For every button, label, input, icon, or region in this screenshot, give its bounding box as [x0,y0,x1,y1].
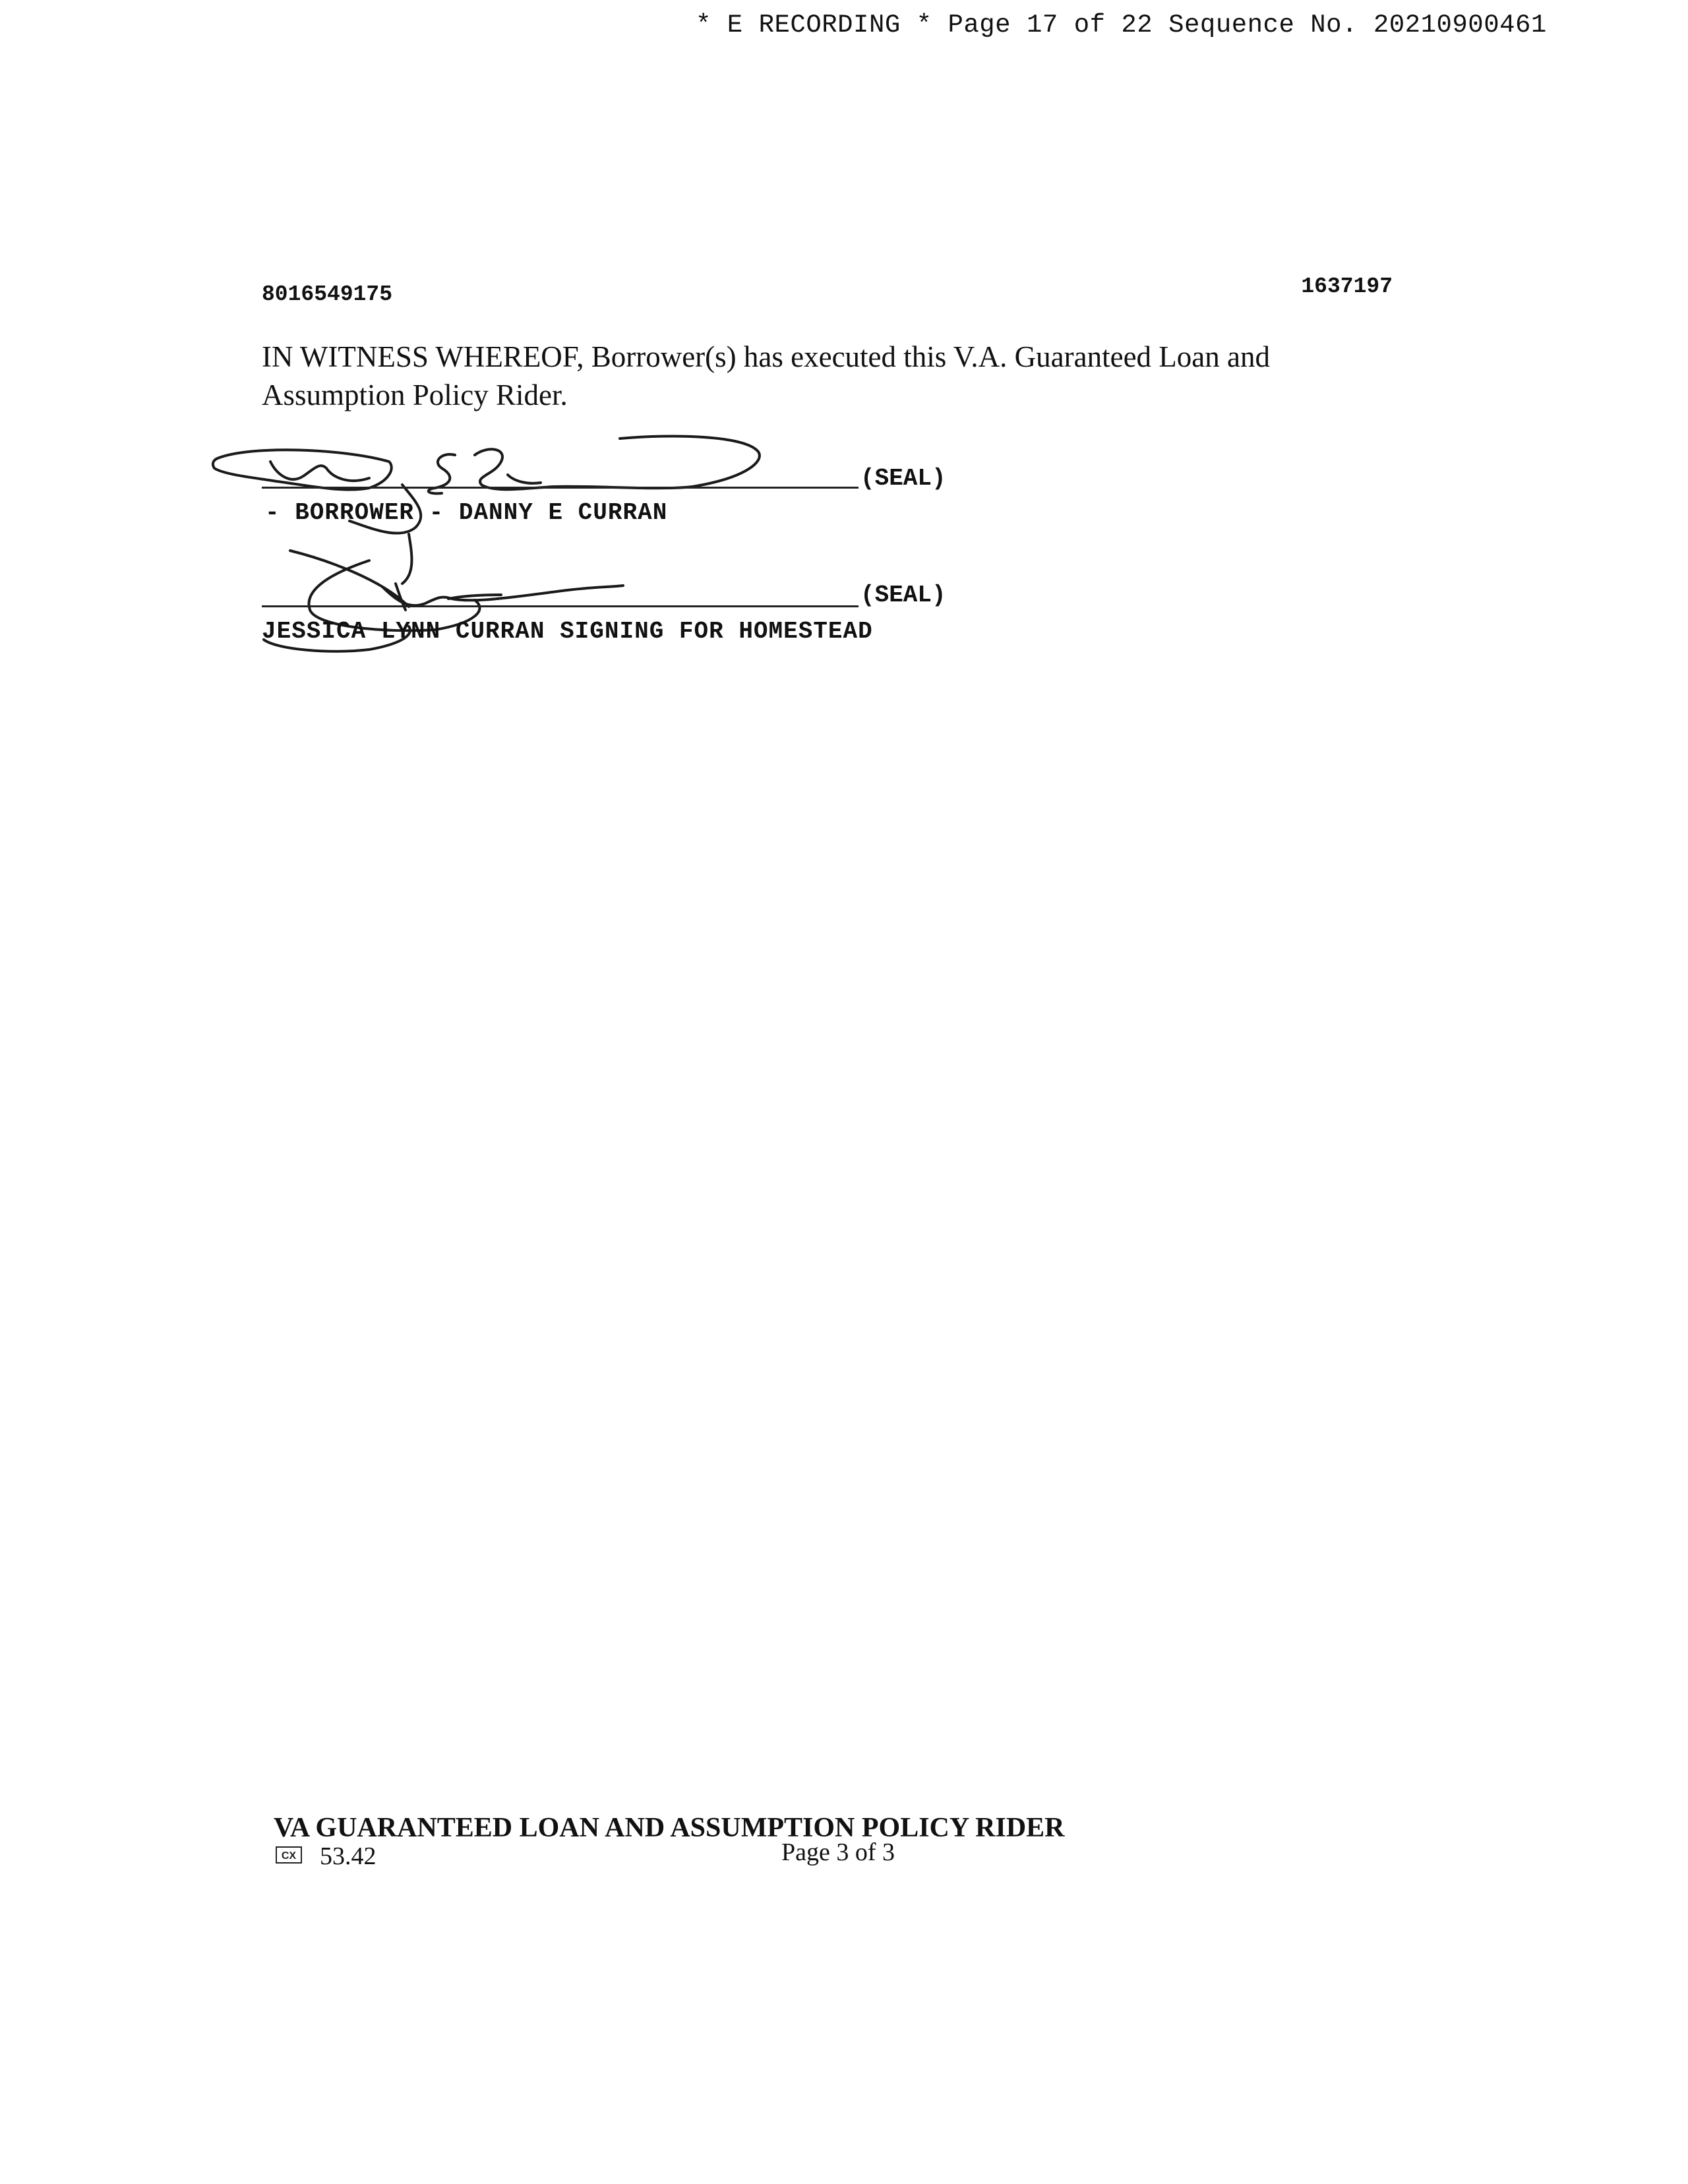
co-signer-name: JESSICA LYNN CURRAN SIGNING FOR HOMESTEAD [262,618,873,645]
page-indicator: Page 3 of 3 [781,1838,895,1866]
recording-stamp: * E RECORDING * Page 17 of 22 Sequence No. 20210900461 [696,11,1547,40]
seal-label: (SEAL) [860,465,946,492]
form-number: 53.42 [320,1842,377,1870]
form-vendor-logo [276,1846,302,1864]
form-title: VA GUARANTEED LOAN AND ASSUMPTION POLICY RIDER [274,1813,1065,1843]
seal-label: (SEAL) [860,582,946,609]
borrower-name: - BORROWER - DANNY E CURRAN [265,499,668,526]
document-number: 1637197 [1301,274,1393,299]
svg-text:CX: CX [281,1850,297,1862]
loan-number: 8016549175 [262,282,393,307]
signature-line [262,487,859,489]
signature-line [262,605,859,607]
witness-clause: IN WITNESS WHEREOF, Borrower(s) has executed this V.A. Guaranteed Loan and Assumption Policy Rider. [262,340,1270,411]
